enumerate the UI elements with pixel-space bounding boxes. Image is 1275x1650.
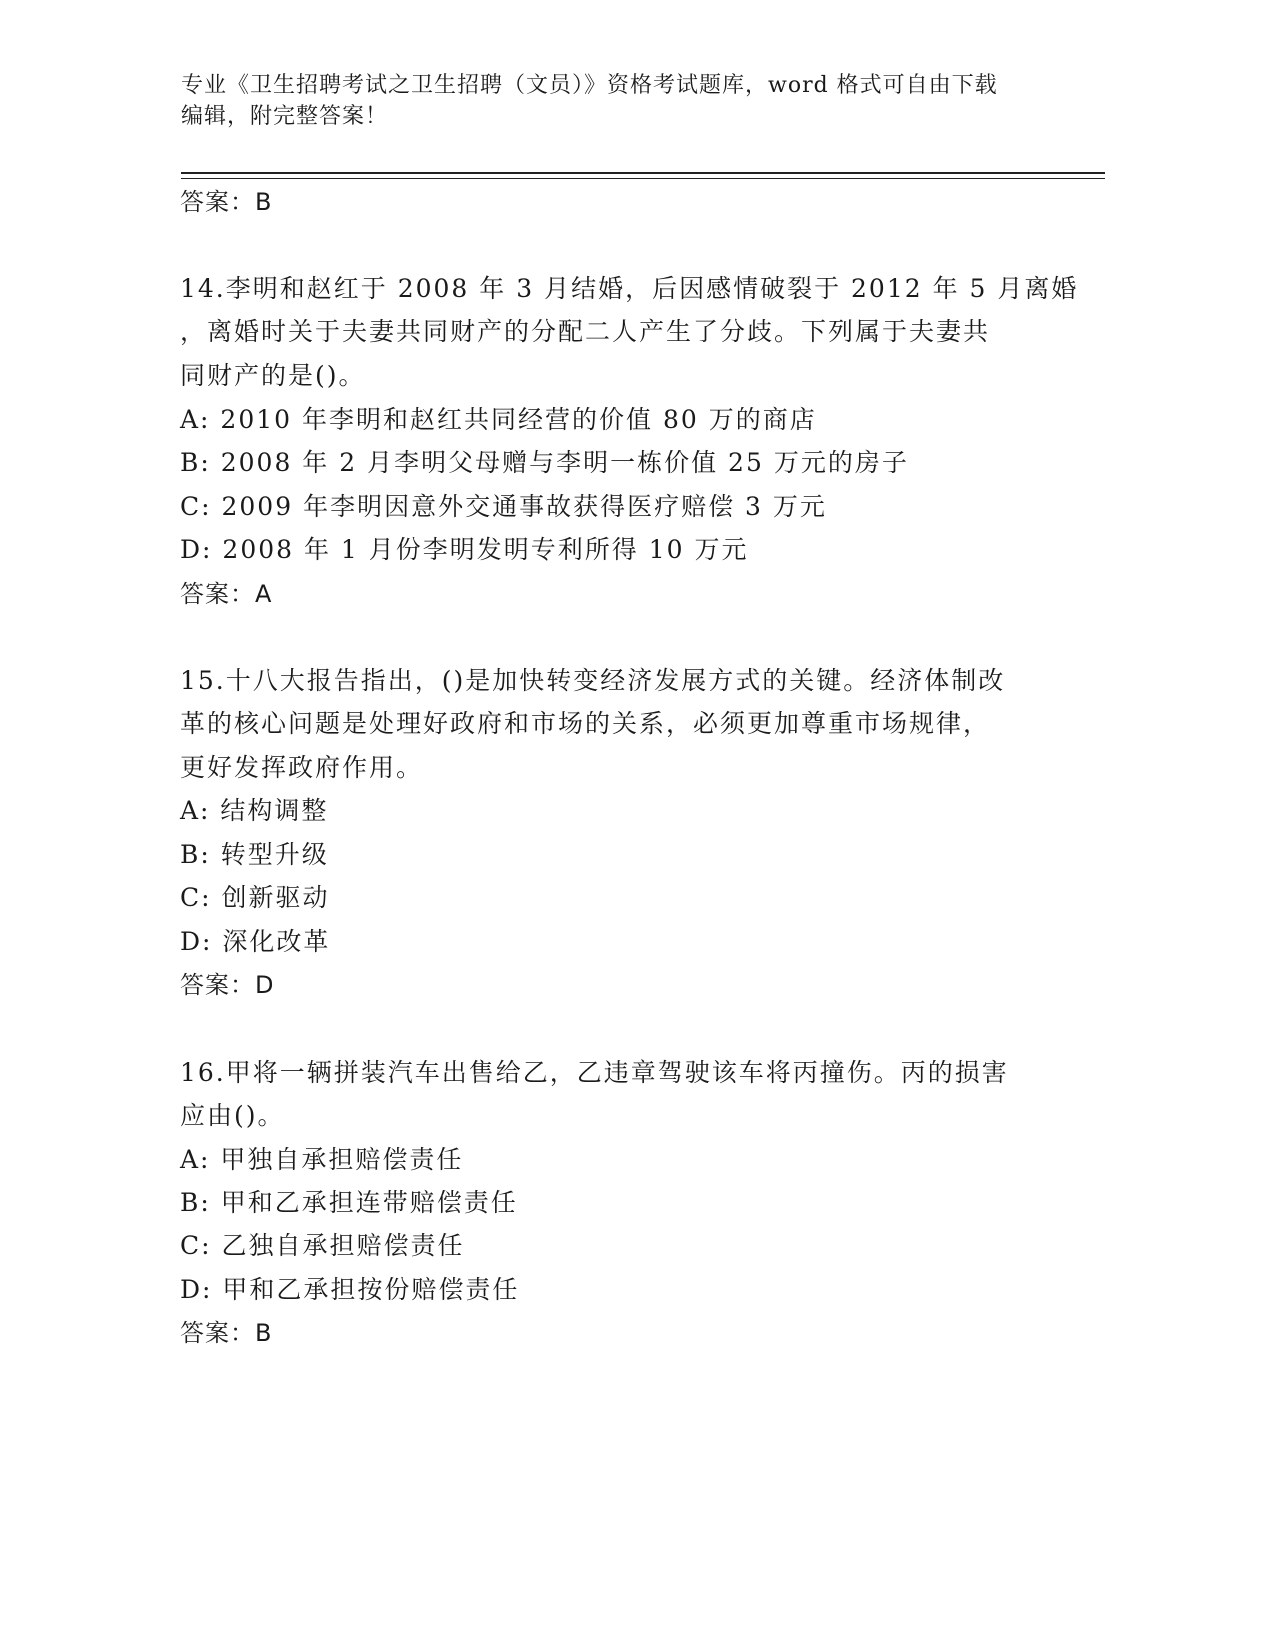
option-a: A: 2010 年李明和赵红共同经营的价值 80 万的商店 xyxy=(180,405,817,434)
header-line-1: 专业《卫生招聘考试之卫生招聘（文员）》资格考试题库，word 格式可自由下载 xyxy=(181,73,998,98)
option-a: A: 甲独自承担赔偿责任 xyxy=(180,1145,464,1174)
question-stem-line: 应由()。 xyxy=(180,1101,285,1130)
option-a: A: 结构调整 xyxy=(180,796,329,825)
option-c: C: 2009 年李明因意外交通事故获得医疗赔偿 3 万元 xyxy=(180,492,827,521)
question-stem-line: 更好发挥政府作用。 xyxy=(180,753,424,782)
header-line-2: 编辑，附完整答案！ xyxy=(181,104,389,129)
question-stem-line: 革的核心问题是处理好政府和市场的关系，必须更加尊重市场规律， xyxy=(180,709,991,738)
option-c: C: 乙独自承担赔偿责任 xyxy=(180,1231,465,1260)
question-stem-line: 15.十八大报告指出，()是加快转变经济发展方式的关键。经济体制改 xyxy=(180,666,1006,695)
question-stem-line: 14.李明和赵红于 2008 年 3 月结婚，后因感情破裂于 2012 年 5 月离婚 xyxy=(180,274,1079,303)
option-c: C: 创新驱动 xyxy=(180,883,330,912)
header-rule-thick xyxy=(181,172,1105,174)
option-b: B: 2008 年 2 月李明父母赠与李明一栋价值 25 万元的房子 xyxy=(180,448,909,477)
answer: 答案：A xyxy=(180,580,273,608)
previous-answer: 答案：B xyxy=(180,188,273,216)
header-rule-thin xyxy=(181,178,1105,179)
answer: 答案：D xyxy=(180,971,275,999)
question-stem-line: ，离婚时关于夫妻共同财产的分配二人产生了分歧。下列属于夫妻共 xyxy=(180,317,991,346)
option-d: D: 2008 年 1 月份李明发明专利所得 10 万元 xyxy=(180,535,749,564)
option-d: D: 深化改革 xyxy=(180,927,331,956)
option-b: B: 甲和乙承担连带赔偿责任 xyxy=(180,1188,518,1217)
question-stem-line: 16.甲将一辆拼装汽车出售给乙，乙违章驾驶该车将丙撞伤。丙的损害 xyxy=(180,1058,1009,1087)
option-b: B: 转型升级 xyxy=(180,840,329,869)
document-header xyxy=(181,70,1061,132)
option-d: D: 甲和乙承担按份赔偿责任 xyxy=(180,1275,520,1304)
answer: 答案：B xyxy=(180,1319,273,1347)
question-stem-line: 同财产的是()。 xyxy=(180,361,366,390)
